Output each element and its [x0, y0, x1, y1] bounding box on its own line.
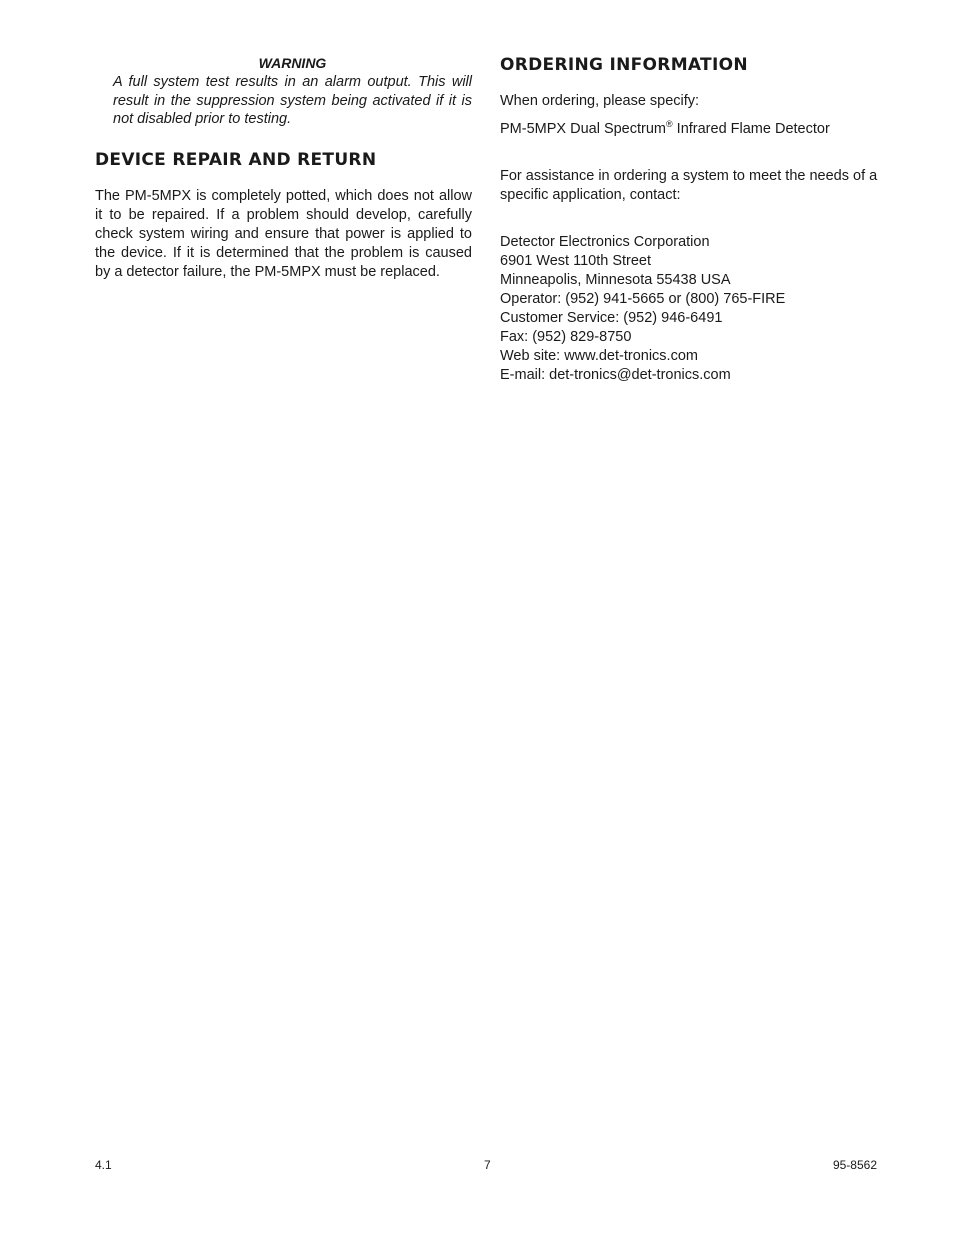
repair-paragraph: The PM-5MPX is completely potted, which does not allow it to be repaired. If a problem should develop, carefully check system wiring and ensure that power is applied to the device. If it is determined that the problem is caused by a detector failure, the PM-5MPX must be replaced.	[95, 187, 472, 280]
address-line-customer-service: Customer Service: (952) 946-6491	[500, 310, 723, 326]
when-ordering-text: When ordering, please specify:	[500, 93, 700, 109]
address-line-email: E-mail: det-tronics@det-tronics.com	[500, 367, 731, 383]
footer-document-number: 95-8562	[832, 1158, 877, 1172]
address-line-city: Minneapolis, Minnesota 55438 USA	[500, 272, 731, 288]
footer-revision: 4.1	[95, 1158, 112, 1172]
contact-address	[500, 233, 880, 385]
product-name: PM-5MPX Dual Spectrum	[500, 121, 666, 137]
address-line-company: Detector Electronics Corporation	[500, 234, 710, 250]
address-line-website: Web site: www.det-tronics.com	[500, 348, 698, 364]
assistance-text: For assistance in ordering a system to meet the needs of a specific application, contact:	[500, 168, 878, 203]
address-line-street: 6901 West 110th Street	[500, 253, 652, 269]
product-suffix: Infrared Flame Detector	[672, 121, 830, 137]
product-line	[500, 120, 880, 139]
warning-title: WARNING	[258, 55, 327, 71]
warning-text: A full system test results in an alarm output. This will result in the suppression system being activated if it is not disabled prior to testing.	[113, 74, 472, 127]
repair-heading: DEVICE REPAIR AND RETURN	[95, 149, 377, 170]
footer-page-number: 7	[484, 1158, 491, 1172]
right-column	[500, 54, 880, 385]
ordering-heading: ORDERING INFORMATION	[500, 55, 748, 75]
address-line-operator: Operator: (952) 941-5665 or (800) 765-FIRE	[500, 291, 786, 307]
left-column	[95, 54, 472, 282]
registered-mark: ®	[666, 119, 673, 130]
address-line-fax: Fax: (952) 829-8750	[500, 329, 632, 345]
